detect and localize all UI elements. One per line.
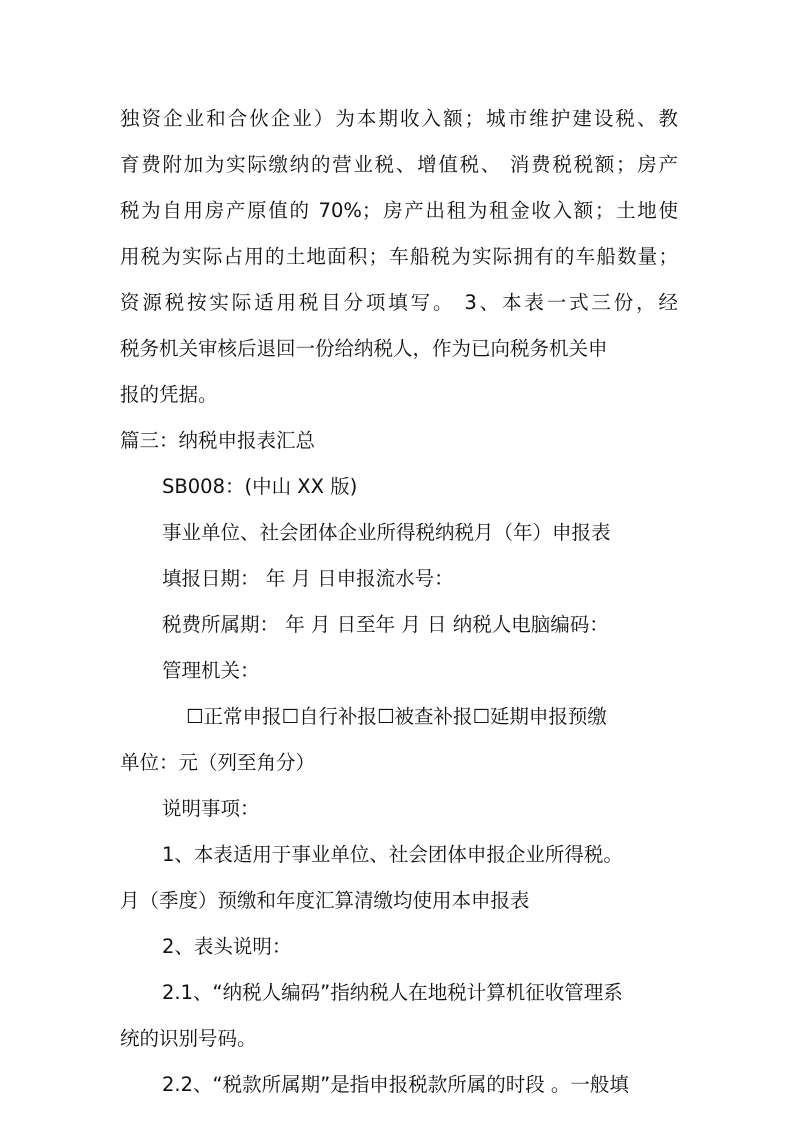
authority-line: 管理机关： [162,659,260,682]
notes-title: 说明事项： [162,797,260,820]
report-type-checkboxes: ☐正常申报☐自行补报☐被查补报☐延期申报预缴 [186,705,607,728]
paragraph-line: 报的凭据。 [120,383,218,406]
paragraph-line: 税务机关审核后退回一份给纳税人，作为已向税务机关申 [120,337,608,360]
paragraph-line: 育费附加为实际缴纳的营业税、增值税、 消费税税额；房产 [120,153,678,176]
unit-line: 单位：元（列至角分） [120,751,316,774]
paragraph-line: 用税为实际占用的土地面积；车船税为实际拥有的车船数量； [120,245,678,268]
fill-date-line: 填报日期： 年 月 日申报流水号： [162,567,454,590]
note-1-line-2: 月（季度）预缴和年度汇算清缴均使用本申报表 [120,889,530,912]
form-code: SB008：(中山 XX 版) [162,475,358,498]
tax-period-line: 税费所属期： 年 月 日至年 月 日 纳税人电脑编码： [162,613,609,636]
note-2-1-line-2: 统的识别号码。 [120,1027,257,1050]
note-2: 2、表头说明： [162,935,292,958]
paragraph-line: 资源税按实际适用税目分项填写。 3、本表一式三份，经 [120,291,678,314]
note-2-1-line-1: 2.1、“纳税人编码”指纳税人在地税计算机征收管理系 [162,981,623,1004]
note-2-2-line-1: 2.2、“税款所属期”是指申报税款所属的时段 。一般填 [162,1073,629,1096]
paragraph-line: 税为自用房产原值的 70%；房产出租为租金收入额；土地使 [120,199,678,222]
section-title: 篇三：纳税申报表汇总 [120,429,316,452]
form-title: 事业单位、社会团体企业所得税纳税月（年）申报表 [162,521,611,544]
paragraph-line: 独资企业和合伙企业）为本期收入额；城市维护建设税、教 [120,107,678,130]
note-1-line-1: 1、本表适用于事业单位、社会团体申报企业所得税。 [162,843,623,866]
